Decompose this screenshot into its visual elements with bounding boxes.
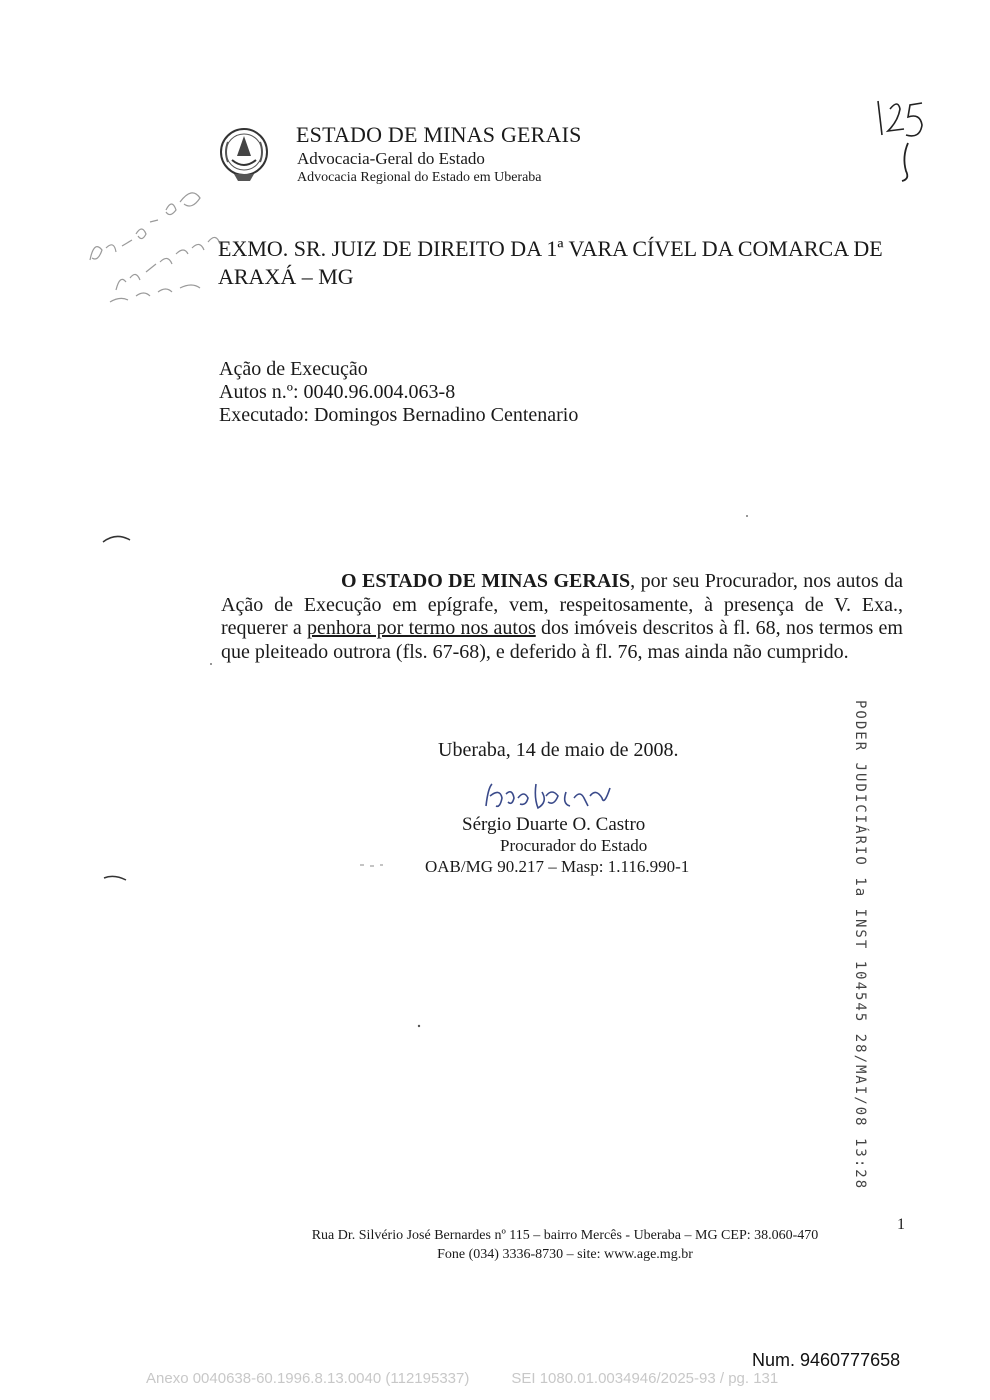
protocol-stamp-text: PODER JUDICIÁRIO 1a INST 104545 28/MAI/08 13:28 [852, 700, 868, 1191]
margin-handwritten-note [80, 150, 240, 310]
annex-watermark [146, 1370, 778, 1387]
petition-body [221, 570, 903, 664]
header-title: ESTADO DE MINAS GERAIS [296, 122, 582, 147]
document-number: Num. 9460777658 [752, 1350, 901, 1370]
signatory-name: Sérgio Duarte O. Castro [462, 814, 646, 835]
handwritten-signature [478, 778, 623, 818]
annex-left: Anexo 0040638-60.1996.8.13.0040 (112195337) [146, 1370, 470, 1387]
case-details [219, 358, 578, 427]
date-line: Uberaba, 14 de maio de 2008. [438, 739, 679, 761]
page-number: 1 [897, 1216, 905, 1233]
court-protocol-stamp [845, 700, 875, 1191]
annex-right: SEI 1080.01.0034946/2025-93 / pg. 131 [511, 1370, 779, 1387]
header-subtitle: Advocacia-Geral do Estado [297, 149, 485, 168]
defendant: Executado: Domingos Bernadino Centenario [219, 404, 579, 426]
underlined-request: penhora por termo nos autos [307, 617, 536, 639]
addressee: EXMO. SR. JUIZ DE DIREITO DA 1ª VARA CÍVEL DA COMARCA DE ARAXÁ – MG [218, 236, 883, 289]
header-office: Advocacia Regional do Estado em Uberaba [297, 170, 542, 185]
signatory-registration: OAB/MG 90.217 – Masp: 1.116.990-1 [425, 857, 690, 876]
footer-address: Rua Dr. Silvério José Bernardes nº 115 – bairro Mercês - Uberaba – MG CEP: 38.060-470 [311, 1228, 819, 1243]
action-type: Ação de Execução [219, 358, 368, 380]
body-text-2: dos imóveis descritos à fl. 68, nos termos em que pleiteado outrora (fls. 67-68), e deferido à fl. 76, mas ainda não cumprido. [221, 617, 903, 663]
body-text-1: , por seu Procurador, nos autos da Ação de Execução em epígrafe, vem, respeitosamente, à presença de V. Exa., requerer a [221, 570, 903, 639]
footer-contact: Fone (034) 3336-8730 – site: www.age.mg.br [437, 1247, 693, 1262]
case-number: Autos n.º: 0040.96.004.063-8 [219, 381, 456, 403]
signatory-role: Procurador do Estado [500, 836, 648, 855]
party-name: O ESTADO DE MINAS GERAIS [341, 570, 631, 592]
handwritten-page-number-stamp [872, 95, 932, 185]
